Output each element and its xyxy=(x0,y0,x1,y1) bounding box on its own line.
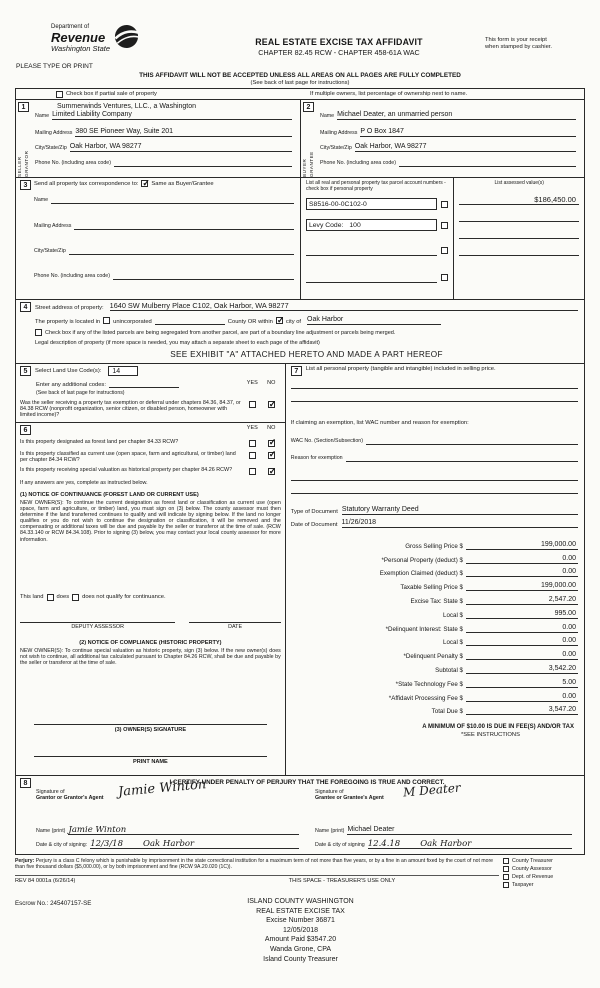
buyer-mailing-field[interactable]: P O Box 1847 xyxy=(360,128,576,137)
section-5 xyxy=(16,364,285,423)
rev-form-code: REV 84 0001a (6/26/14) xyxy=(15,877,76,884)
owners-signature-label: (3) OWNER(S) SIGNATURE xyxy=(114,726,187,733)
buyer-city-label: City/State/Zip xyxy=(320,145,352,151)
parcel-blank-field-2[interactable] xyxy=(306,271,437,283)
seller-phone-label: Phone No. (including area code) xyxy=(35,160,111,166)
current-use-question: Is this property classified as current use (open space, farm and agricultural, or timber) land per chapter 84.34 RCW? xyxy=(20,450,236,463)
personal-property-deduct-label: *Personal Property (deduct) $ xyxy=(381,556,463,564)
dor-logo-block xyxy=(15,24,193,53)
additional-codes-field[interactable] xyxy=(109,380,179,388)
does-label: does xyxy=(56,594,70,601)
same-as-buyer-label: Same as Buyer/Grantee xyxy=(151,180,214,187)
state-technology-fee-label: *State Technology Fee $ xyxy=(395,680,463,688)
send-correspondence-label: Send all property tax correspondence to: xyxy=(34,180,139,187)
grantee-city-value: Oak Harbor xyxy=(420,839,472,849)
reason-exemption-label: Reason for exemption xyxy=(290,455,343,461)
section-6-number: 6 xyxy=(20,425,31,435)
page-header xyxy=(15,24,585,60)
revenue-label: Revenue xyxy=(51,30,106,45)
correspondence-city-label: City/State/Zip xyxy=(34,248,66,254)
section-3 xyxy=(16,178,584,300)
grantor-date-value: 12/3/18 xyxy=(90,839,124,849)
section-1-number: 1 xyxy=(18,102,29,112)
does-not-qualify-checkbox[interactable] xyxy=(72,594,79,601)
buyer-name-label: Name xyxy=(320,113,335,119)
gross-selling-price-value[interactable]: 199,000.00 xyxy=(466,541,578,550)
print-name-field[interactable] xyxy=(34,749,267,757)
taxpayer-checkbox[interactable] xyxy=(503,882,509,888)
parcel-1-personal-checkbox[interactable] xyxy=(441,201,448,208)
segregated-checkbox[interactable] xyxy=(35,329,42,336)
assessed-blank-field-1[interactable] xyxy=(459,205,579,222)
levy-code-value: 100 xyxy=(349,222,361,229)
delinquent-interest-local-label: Local $ xyxy=(443,639,463,647)
excise-tax-local-value[interactable]: 995.00 xyxy=(466,610,578,619)
no-header: NO xyxy=(267,424,276,431)
perjury-statement xyxy=(15,858,499,871)
buyer-section xyxy=(300,100,584,177)
no-header: NO xyxy=(267,380,276,386)
section-7-number: 7 xyxy=(291,366,302,376)
assessed-value-field[interactable]: $186,450.00 xyxy=(459,195,579,205)
see-back-instructions-note: (See back of last page for instructions) xyxy=(36,390,125,396)
seller-city-label: City/State/Zip xyxy=(35,145,67,151)
buyer-name-field[interactable]: Michael Deater, an unmarried person xyxy=(337,111,576,120)
does-qualify-checkbox[interactable] xyxy=(47,594,54,601)
parcel-blank-field-1[interactable] xyxy=(306,244,437,256)
deputy-assessor-label: DEPUTY ASSESSOR xyxy=(71,623,125,630)
treasurer-stamp-area xyxy=(15,897,585,964)
affidavit-form xyxy=(15,88,585,855)
taxpayer-label: Taxpayer xyxy=(512,882,534,888)
exemption-no-checkbox[interactable] xyxy=(268,401,275,408)
seller-city-field[interactable]: Oak Harbor, WA 98277 xyxy=(70,143,292,152)
buyer-phone-label: Phone No. (including area code) xyxy=(320,160,396,166)
personal-property-blank-2[interactable] xyxy=(291,389,578,402)
grantor-date-city-label: Date & city of signing: xyxy=(36,842,88,848)
taxable-selling-price-label: Taxable Selling Price $ xyxy=(400,584,463,592)
forest-no-checkbox[interactable] xyxy=(268,440,275,447)
excise-tax-local-label: Local $ xyxy=(443,611,463,619)
correspondence-name-label: Name xyxy=(34,197,49,203)
wac-number-label: WAC No. (Section/Subsection) xyxy=(290,438,364,444)
excise-tax-state-value[interactable]: 2,547.20 xyxy=(466,596,578,605)
exemption-claimed-value[interactable]: 0.00 xyxy=(466,568,578,577)
exemption-claimed-label: Exemption Claimed (deduct) $ xyxy=(379,570,463,578)
county-or-within-label: County OR within xyxy=(227,319,273,325)
subtotal-value[interactable]: 3,542.20 xyxy=(466,665,578,674)
delinquent-interest-state-label: *Delinquent Interest: State $ xyxy=(385,625,463,633)
stamp-line-excise-number: Excise Number 36871 xyxy=(266,917,335,925)
section-4 xyxy=(16,300,584,364)
grantor-city-value: Oak Harbor xyxy=(143,839,195,849)
exemption-yes-checkbox[interactable] xyxy=(249,401,256,408)
notice-compliance-text: NEW OWNER(S): To continue special valuation as historic property, sign (3) below. If the new owner(s) does not wish to continue, all additional tax calculated pursuant to Chapter 84.26 RCW, shall be due and payable by the seller or transferor at the time of sale. xyxy=(20,647,281,666)
grantee-signature-block xyxy=(307,780,580,852)
receipt-note-line1: This form is your receipt xyxy=(485,37,547,43)
not-accepted-notice: THIS AFFIDAVIT WILL NOT BE ACCEPTED UNLESS ALL AREAS ON ALL PAGES ARE FULLY COMPLETED xyxy=(139,72,461,79)
if-yes-note: If any answers are yes, complete as instructed below. xyxy=(20,480,148,487)
grantor-date-city-field[interactable] xyxy=(90,840,299,849)
city-checkbox[interactable] xyxy=(276,317,283,324)
unincorporated-checkbox[interactable] xyxy=(103,317,110,324)
grantor-label: GRANTOR xyxy=(24,150,29,177)
section6-yes-no-header xyxy=(243,425,281,435)
type-of-document-field[interactable]: Statutory Warranty Deed xyxy=(342,506,578,515)
county-assessor-checkbox[interactable] xyxy=(503,866,509,872)
stamp-line-reet: REAL ESTATE EXCISE TAX xyxy=(256,907,345,915)
stamp-line-treasurer-name: Wanda Grone, CPA xyxy=(269,945,332,953)
minimum-fee-note: A MINIMUM OF $10.00 IS DUE IN FEE(S) AND/OR TAX xyxy=(422,724,574,731)
legal-description-label: Legal description of property (if more space is needed, you may attach a separate sheet to each page of the affidavit) xyxy=(35,340,320,346)
routing-checkboxes xyxy=(499,858,585,890)
same-as-buyer-checkbox[interactable] xyxy=(141,180,148,187)
yes-header: YES xyxy=(246,424,258,431)
does-not-label: does not qualify for continuance. xyxy=(82,594,166,601)
personal-property-deduct-value[interactable]: 0.00 xyxy=(466,555,578,564)
county-assessor-label: County Assessor xyxy=(512,866,552,872)
title-block xyxy=(193,24,485,57)
buyer-mailing-label: Mailing Address xyxy=(320,130,358,136)
multiple-owners-label: If multiple owners, list percentage of ownership next to name. xyxy=(310,91,468,97)
affidavit-processing-fee-value[interactable]: 0.00 xyxy=(466,693,578,702)
street-address-field[interactable]: 1640 SW Mulberry Place C102, Oak Harbor, WA 98277 xyxy=(110,302,578,311)
seller-side-label xyxy=(17,112,30,177)
print-name-label: PRINT NAME xyxy=(132,758,168,765)
forest-yes-checkbox[interactable] xyxy=(249,440,256,447)
parcel-blank-checkbox-1[interactable] xyxy=(441,247,448,254)
reason-exemption-field[interactable] xyxy=(346,453,578,462)
wac-number-field[interactable] xyxy=(366,436,578,445)
subtotal-label: Subtotal $ xyxy=(435,666,463,674)
land-use-label: Select Land Use Code(s): xyxy=(35,368,102,374)
levy-personal-checkbox[interactable] xyxy=(441,222,448,229)
parcel-blank-checkbox-2[interactable] xyxy=(441,274,448,281)
section-8 xyxy=(16,776,584,854)
type-of-document-label: Type of Document xyxy=(290,509,338,515)
personal-property-blank-1[interactable] xyxy=(291,376,578,389)
levy-code-field[interactable] xyxy=(306,219,437,231)
grantee-signature[interactable]: M Deater xyxy=(402,780,462,800)
owners-signature-field[interactable] xyxy=(34,717,267,725)
assessed-blank-field-2[interactable] xyxy=(459,222,579,239)
grantee-name-print-label: Name (print) xyxy=(315,828,345,834)
tax-exemption-question: Was the seller receiving a property tax exemption or deferral under chapters 84.36, 84.37, or 84.38 RCW (nonprofit organization, senior citizen, or disabled person, homeowner with limited income)? xyxy=(20,400,241,419)
dor-wordmark xyxy=(51,24,110,53)
reason-blank-2[interactable] xyxy=(291,481,578,494)
historical-yes-checkbox[interactable] xyxy=(249,468,256,475)
gross-selling-price-label: Gross Selling Price $ xyxy=(405,542,463,550)
grantee-date-city-label: Date & city of signing xyxy=(315,842,365,848)
exemption-claim-label: If claiming an exemption, list WAC number and reason for exemption: xyxy=(290,420,469,426)
escrow-number: Escrow No.: 245407157-SE xyxy=(15,900,92,907)
grantor-name-print-label: Name (print) xyxy=(36,828,66,834)
segregated-label: Check box if any of the listed parcels are being segregated from another parcel, are part of a boundary line adjustment or parcels being merged. xyxy=(45,329,396,336)
perjury-label: Perjury: xyxy=(15,858,35,864)
seller-phone-field[interactable] xyxy=(114,158,292,167)
parties-row xyxy=(16,100,584,178)
reason-blank-1[interactable] xyxy=(291,468,578,481)
type-or-print-label: PLEASE TYPE OR PRINT xyxy=(16,63,93,70)
grantor-signature[interactable]: Jamie Winton xyxy=(117,777,207,800)
yes-header: YES xyxy=(246,380,258,386)
assessed-blank-field-3[interactable] xyxy=(459,239,579,256)
buyer-label: BUYER xyxy=(302,158,307,177)
deputy-assessor-signature-field[interactable] xyxy=(20,615,175,623)
county-treasurer-checkbox[interactable] xyxy=(503,858,509,864)
section-4-number: 4 xyxy=(20,302,31,312)
levy-code-label: Levy Code: xyxy=(309,222,344,229)
dor-logo-icon xyxy=(114,24,139,49)
section-7 xyxy=(286,364,584,775)
see-instructions-note: *SEE INSTRUCTIONS xyxy=(461,732,520,739)
buyer-phone-field[interactable] xyxy=(399,158,576,167)
total-due-label: Total Due $ xyxy=(431,708,463,716)
treasurer-stamp xyxy=(183,897,418,964)
grantor-name-print-field[interactable]: Jamie Winton xyxy=(68,826,299,835)
assessed-values-header: List assessed value(s) xyxy=(494,180,544,186)
seller-name-field[interactable]: Limited Liability Company xyxy=(52,111,292,120)
dept-of-label: Department of xyxy=(51,24,90,30)
form-title: REAL ESTATE EXCISE TAX AFFIDAVIT xyxy=(255,37,423,47)
grantee-date-city-field[interactable] xyxy=(368,840,572,849)
this-land-label: This land xyxy=(20,594,44,601)
section-6 xyxy=(16,423,285,775)
city-field[interactable]: Oak Harbor xyxy=(307,316,441,325)
partial-sale-label: Check box if partial sale of property xyxy=(66,91,157,97)
grantor-signature-of-label: Signature of xyxy=(36,789,65,795)
seller-name-label: Name xyxy=(35,113,50,119)
affidavit-processing-fee-label: *Affidavit Processing Fee $ xyxy=(388,694,463,702)
section-5-number: 5 xyxy=(20,366,31,376)
land-use-code-field[interactable]: 14 xyxy=(108,366,138,376)
county-field[interactable] xyxy=(155,317,225,325)
certify-statement: I CERTIFY UNDER PENALTY OF PERJURY THAT THE FOREGOING IS TRUE AND CORRECT. xyxy=(169,779,445,786)
total-due-value[interactable]: 3,547.20 xyxy=(466,706,578,715)
notice-compliance-title: (2) NOTICE OF COMPLIANCE (HISTORIC PROPERTY) xyxy=(79,639,222,646)
correspondence-phone-field[interactable] xyxy=(113,271,294,280)
delinquent-interest-state-value[interactable]: 0.00 xyxy=(466,624,578,633)
stamp-line-date: 12/05/2018 xyxy=(282,926,319,934)
section-8-number: 8 xyxy=(20,778,31,788)
buyer-side-label xyxy=(302,112,315,177)
grantee-label: GRANTEE xyxy=(309,151,314,177)
section-2-number: 2 xyxy=(303,102,314,112)
exhibit-a-text: SEE EXHIBIT "A" ATTACHED HERETO AND MADE A PART HEREOF xyxy=(170,350,443,359)
perjury-text: Perjury is a class C felony which is punishable by imprisonment in the state correctional institution for a maximum term of not more than five years, or by a fine in an amount fixed by the court of not more than five thousand dollars ($5,000.00), or by both imprisonment and fine (RCW 9A.20.020 (1C)). xyxy=(15,858,493,871)
grantee-date-value: 12.4.18 xyxy=(367,839,401,849)
located-in-label: The property is located in xyxy=(35,319,101,325)
form-chapter: CHAPTER 82.45 RCW - CHAPTER 458-61A WAC xyxy=(258,48,420,57)
middle-columns xyxy=(16,364,584,776)
state-technology-fee-value[interactable]: 5.00 xyxy=(466,679,578,688)
seller-section xyxy=(16,100,300,177)
washington-state-label: Washington State xyxy=(51,44,111,53)
section-3-number: 3 xyxy=(20,180,31,190)
correspondence-name-field[interactable] xyxy=(51,195,294,204)
top-note-row xyxy=(16,89,584,100)
grantor-agent-label: Grantor or Grantor's Agent xyxy=(36,795,104,802)
treasurer-use-only-label: THIS SPACE - TREASURER'S USE ONLY xyxy=(288,877,396,884)
correspondence-mailing-label: Mailing Address xyxy=(34,223,72,229)
historical-property-question: Is this property receiving special valuation as historical property per chapter 84.26 RCW? xyxy=(20,467,233,474)
buyer-name-spacer xyxy=(320,102,576,111)
grantee-agent-label: Grantee or Grantee's Agent xyxy=(315,795,384,802)
excise-tax-state-label: Excise Tax: State $ xyxy=(410,597,463,605)
receipt-note-line2: when stamped by cashier. xyxy=(485,44,553,50)
parcel-number-field[interactable]: S8516-00-0C102-0 xyxy=(306,198,437,210)
seller-mailing-label: Mailing Address xyxy=(35,130,73,136)
street-address-label: Street address of property: xyxy=(35,305,104,311)
current-use-no-checkbox[interactable] xyxy=(268,452,275,459)
seller-label: SELLER xyxy=(17,156,22,177)
correspondence-mailing-field[interactable] xyxy=(74,221,294,230)
bottom-block xyxy=(15,858,585,890)
see-back-note: (See back of last page for instructions) xyxy=(250,80,350,86)
section5-yes-no-header xyxy=(243,380,281,386)
historical-no-checkbox[interactable] xyxy=(268,468,275,475)
current-use-yes-checkbox[interactable] xyxy=(249,452,256,459)
forest-land-question: Is this property designated as forest land per chapter 84.33 RCW? xyxy=(20,438,179,445)
delinquent-penalty-value[interactable]: 0.00 xyxy=(466,651,578,660)
deputy-date-field[interactable] xyxy=(189,615,280,623)
parcel-numbers-header: List all real and personal property tax parcel account numbers - check box if personal property xyxy=(306,180,446,192)
date-of-document-field[interactable]: 11/26/2018 xyxy=(342,519,578,528)
stamp-line-amount-paid: Amount Paid $3547.20 xyxy=(264,936,337,944)
correspondence-phone-label: Phone No. (including area code) xyxy=(34,273,110,279)
stamp-line-county: ISLAND COUNTY WASHINGTON xyxy=(247,898,354,905)
date-of-document-label: Date of Document xyxy=(290,522,338,528)
city-of-label: city of xyxy=(285,319,302,325)
dept-of-revenue-checkbox[interactable] xyxy=(503,874,509,880)
receipt-note xyxy=(485,24,585,51)
grantee-signature-of-label: Signature of xyxy=(315,789,344,795)
date-label: DATE xyxy=(228,623,243,630)
seller-mailing-field[interactable]: 380 SE Pioneer Way, Suite 201 xyxy=(75,128,292,137)
personal-property-label: List all personal property (tangible and intangible) included in selling price. xyxy=(305,366,496,372)
money-table xyxy=(291,536,578,715)
county-treasurer-label: County Treasurer xyxy=(512,858,553,864)
delinquent-interest-local-value[interactable]: 0.00 xyxy=(466,637,578,646)
grantee-name-print-field[interactable]: Michael Deater xyxy=(347,826,572,835)
additional-codes-label: Enter any additional codes: xyxy=(36,382,106,388)
buyer-city-field[interactable]: Oak Harbor, WA 98277 xyxy=(355,143,576,152)
partial-sale-checkbox[interactable] xyxy=(56,91,63,98)
taxable-selling-price-value[interactable]: 199,000.00 xyxy=(466,582,578,591)
correspondence-city-field[interactable] xyxy=(69,246,294,255)
notice-continuance-title: (1) NOTICE OF CONTINUANCE (FOREST LAND OR CURRENT USE) xyxy=(20,492,199,499)
unincorporated-label: unincorporated xyxy=(113,319,152,325)
stamp-line-treasurer-title: Island County Treasurer xyxy=(263,955,338,963)
delinquent-penalty-label: *Delinquent Penalty $ xyxy=(403,653,463,661)
dept-of-revenue-label: Dept. of Revenue xyxy=(512,874,554,880)
seller-name-line1[interactable]: Summerwinds Ventures, LLC., a Washington xyxy=(57,103,197,110)
notice-continuance-text: NEW OWNER(S): To continue the current designation as forest land or classification as current use (open space, farm and agriculture, or timber) land, you must sign on (3) below. The county assessor must then determine if the land transferred continues to qualify and will indicate by signing below. If the land no longer qualifies or you do not wish to continue the designation or classification, it will be removed and the compensating or additional taxes will be due and payable by the seller or transferor at the time of sale. (RCW 84.33.140 or RCW 84.34.108). Prior to signing (3) below, you may contact your local county assessor for more information. xyxy=(20,500,281,543)
